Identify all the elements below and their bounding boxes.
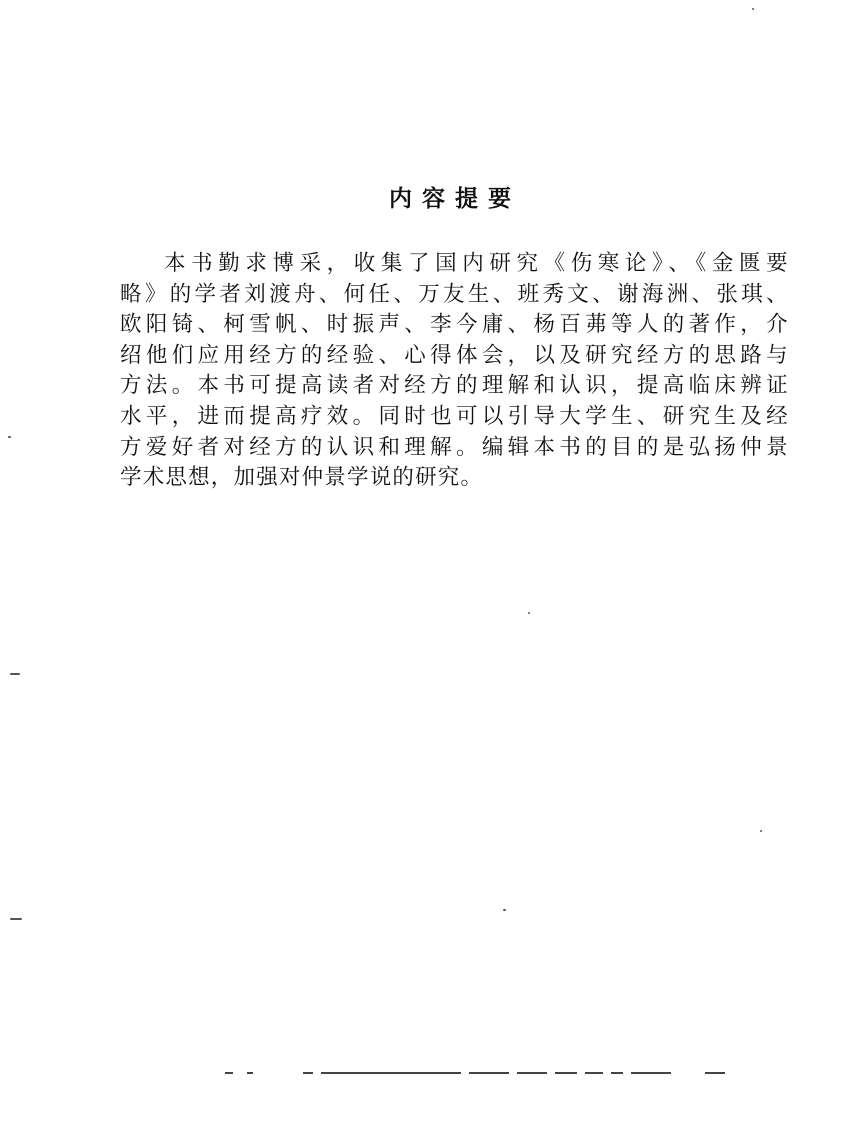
- paragraph-line: 方法。本书可提高读者对经方的理解和认识，提高临床辨证: [120, 373, 788, 399]
- paragraph-line: 学术思想，加强对仲景学说的研究。: [120, 465, 484, 491]
- paragraph-line: 方爱好者对经方的认识和理解。编辑本书的目的是弘扬仲景: [120, 434, 788, 460]
- scan-speck: [8, 436, 11, 438]
- paragraph-line: 略》的学者刘渡舟、何任、万友生、班秀文、谢海洲、张琪、: [120, 281, 788, 307]
- scan-speck: [752, 8, 754, 10]
- scan-speck: [10, 673, 20, 675]
- scan-speck: [10, 918, 22, 920]
- paragraph-line: 水平，进而提高疗效。同时也可以引导大学生、研究生及经: [120, 403, 788, 429]
- paragraph-line: 欧阳锜、柯雪帆、时振声、李今庸、杨百茀等人的著作，介: [120, 312, 788, 338]
- scan-bottom-noise: [225, 1072, 725, 1076]
- page-title: 内容提要: [389, 186, 521, 212]
- summary-paragraph: [120, 249, 788, 494]
- paragraph-line: 本书勤求博采，收集了国内研究《伤寒论》、《金匮要: [164, 251, 788, 276]
- paragraph-line: 绍他们应用经方的经验、心得体会，以及研究经方的思路与: [120, 342, 788, 368]
- scan-speck: [528, 612, 530, 614]
- scan-speck: [503, 909, 506, 911]
- scan-speck: [760, 830, 762, 832]
